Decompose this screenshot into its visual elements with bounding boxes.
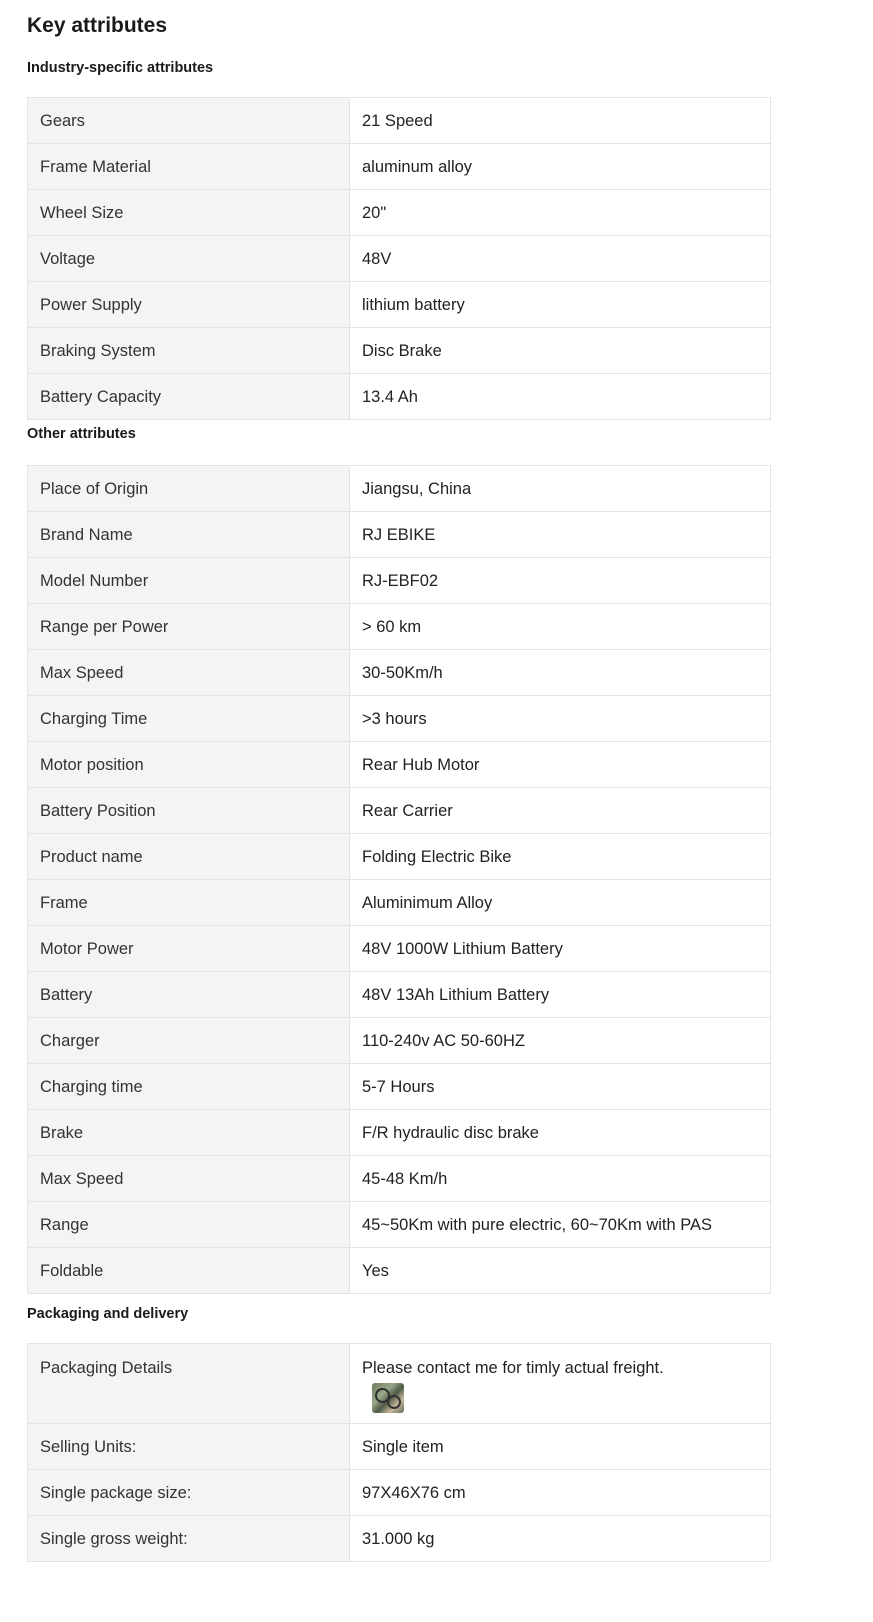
attribute-key: Battery	[28, 972, 350, 1018]
attribute-key: Charger	[28, 1018, 350, 1064]
attribute-key: Motor position	[28, 742, 350, 788]
table-row	[28, 926, 771, 972]
attribute-key: Braking System	[28, 328, 350, 374]
attribute-key: Frame Material	[28, 144, 350, 190]
attribute-value: 45~50Km with pure electric, 60~70Km with PAS	[350, 1202, 771, 1248]
table-row	[28, 466, 771, 512]
table-row	[28, 190, 771, 236]
attribute-value: Jiangsu, China	[350, 466, 771, 512]
attribute-key: Brand Name	[28, 512, 350, 558]
attribute-key: Charging time	[28, 1064, 350, 1110]
attribute-key: Battery Position	[28, 788, 350, 834]
attribute-key: Wheel Size	[28, 190, 350, 236]
section-heading-packaging-delivery: Packaging and delivery	[27, 1306, 189, 1322]
attribute-value: Folding Electric Bike	[350, 834, 771, 880]
attribute-value: Aluminimum Alloy	[350, 880, 771, 926]
attribute-value: 48V	[350, 236, 771, 282]
attribute-key: Brake	[28, 1110, 350, 1156]
attribute-key: Selling Units:	[28, 1424, 350, 1470]
attribute-key: Motor Power	[28, 926, 350, 972]
table-row	[28, 98, 771, 144]
attribute-key: Foldable	[28, 1248, 350, 1294]
attribute-key: Frame	[28, 880, 350, 926]
attribute-value: 30-50Km/h	[350, 650, 771, 696]
attribute-value: 5-7 Hours	[350, 1064, 771, 1110]
table-row	[28, 1470, 771, 1516]
attribute-value: 20"	[350, 190, 771, 236]
attribute-key: Power Supply	[28, 282, 350, 328]
attribute-key: Max Speed	[28, 650, 350, 696]
attribute-key: Product name	[28, 834, 350, 880]
attribute-value-cell	[350, 1344, 771, 1424]
table-row	[28, 696, 771, 742]
attribute-value: Rear Carrier	[350, 788, 771, 834]
table-row	[28, 282, 771, 328]
page-title: Key attributes	[27, 14, 168, 37]
table-row	[28, 1344, 771, 1424]
attribute-value: > 60 km	[350, 604, 771, 650]
attribute-key: Battery Capacity	[28, 374, 350, 420]
attribute-key: Gears	[28, 98, 350, 144]
attribute-value: 48V 13Ah Lithium Battery	[350, 972, 771, 1018]
attribute-value: F/R hydraulic disc brake	[350, 1110, 771, 1156]
attribute-value: Single item	[350, 1424, 771, 1470]
attribute-value: 97X46X76 cm	[350, 1470, 771, 1516]
other-attributes-table	[27, 465, 771, 1294]
table-row	[28, 1018, 771, 1064]
attribute-value: 48V 1000W Lithium Battery	[350, 926, 771, 972]
table-row	[28, 834, 771, 880]
table-row	[28, 144, 771, 190]
attribute-value: Disc Brake	[350, 328, 771, 374]
attribute-value: 110-240v AC 50-60HZ	[350, 1018, 771, 1064]
attribute-key: Packaging Details	[28, 1344, 350, 1424]
table-row	[28, 604, 771, 650]
table-row	[28, 236, 771, 282]
table-row	[28, 742, 771, 788]
attribute-value: aluminum alloy	[350, 144, 771, 190]
attribute-value: 31.000 kg	[350, 1516, 771, 1562]
table-row	[28, 1064, 771, 1110]
attribute-key: Charging Time	[28, 696, 350, 742]
attribute-value: Rear Hub Motor	[350, 742, 771, 788]
section-heading-other-attributes: Other attributes	[27, 426, 136, 442]
attribute-key: Model Number	[28, 558, 350, 604]
table-row	[28, 1202, 771, 1248]
attribute-key: Single package size:	[28, 1470, 350, 1516]
attribute-key: Range per Power	[28, 604, 350, 650]
packaging-thumbnail-image[interactable]	[372, 1383, 404, 1413]
attribute-key: Place of Origin	[28, 466, 350, 512]
attribute-value: Yes	[350, 1248, 771, 1294]
packaging-delivery-table	[27, 1343, 771, 1562]
table-row	[28, 972, 771, 1018]
table-row	[28, 1424, 771, 1470]
table-row	[28, 650, 771, 696]
attribute-value: 13.4 Ah	[350, 374, 771, 420]
attribute-value: 21 Speed	[350, 98, 771, 144]
attribute-key: Range	[28, 1202, 350, 1248]
table-row	[28, 1156, 771, 1202]
table-row	[28, 558, 771, 604]
table-row	[28, 1516, 771, 1562]
table-row	[28, 512, 771, 558]
attribute-value: Please contact me for timly actual freight.	[362, 1359, 664, 1377]
table-row	[28, 1110, 771, 1156]
attribute-value: >3 hours	[350, 696, 771, 742]
attribute-key: Voltage	[28, 236, 350, 282]
attribute-key: Max Speed	[28, 1156, 350, 1202]
table-row	[28, 328, 771, 374]
attribute-value: RJ EBIKE	[350, 512, 771, 558]
attribute-value: 45-48 Km/h	[350, 1156, 771, 1202]
section-heading-industry-specific: Industry-specific attributes	[27, 60, 214, 76]
attribute-value: lithium battery	[350, 282, 771, 328]
attribute-key: Single gross weight:	[28, 1516, 350, 1562]
table-row	[28, 788, 771, 834]
industry-attributes-table	[27, 97, 771, 420]
table-row	[28, 374, 771, 420]
table-row	[28, 1248, 771, 1294]
table-row	[28, 880, 771, 926]
attribute-value: RJ-EBF02	[350, 558, 771, 604]
